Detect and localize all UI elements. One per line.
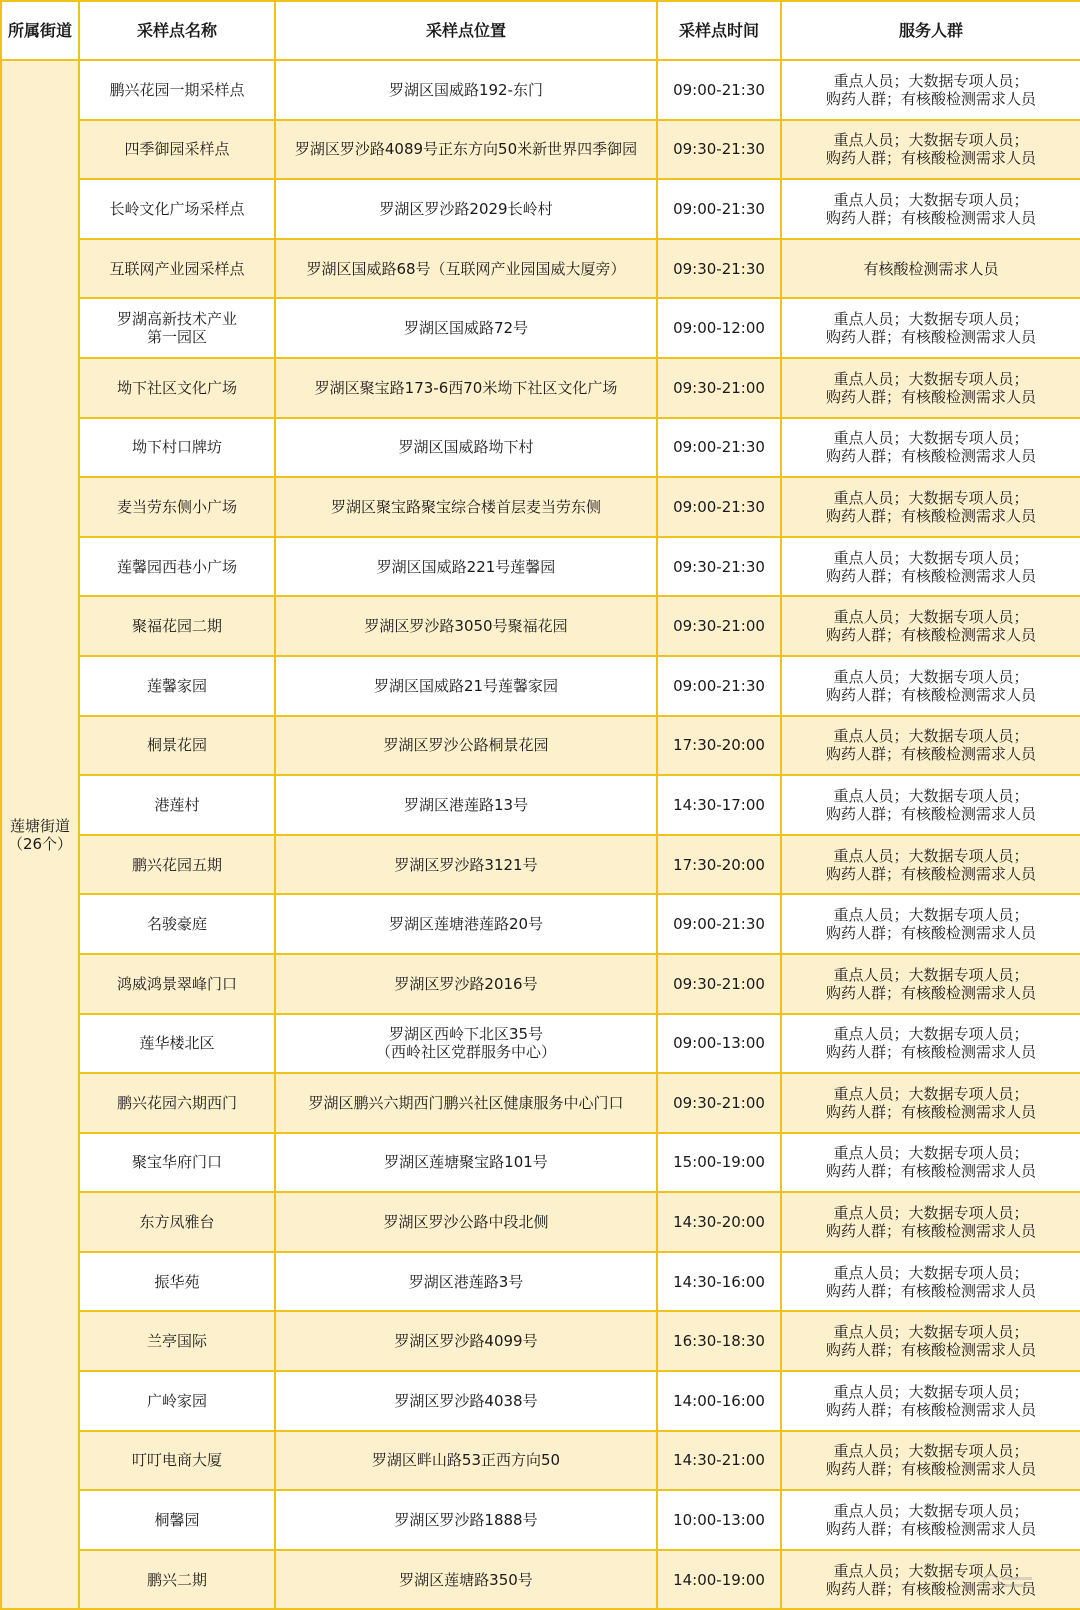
site-location-cell <box>275 537 657 597</box>
cell-line: 罗湖区国威路21号莲馨家园 <box>278 677 654 695</box>
site-time-cell: 09:30-21:00 <box>657 358 781 418</box>
cell-line: 互联网产业园采样点 <box>82 260 272 278</box>
cell-line: 罗湖区罗沙路2029长岭村 <box>278 200 654 218</box>
site-location-cell <box>275 60 657 120</box>
service-crowd-cell <box>781 1371 1080 1431</box>
cell-line: 叮叮电商大厦 <box>82 1451 272 1469</box>
site-time-cell: 14:00-19:00 <box>657 1550 781 1610</box>
site-time-cell: 10:00-13:00 <box>657 1490 781 1550</box>
table-row <box>1 775 1080 835</box>
header-service-crowd: 服务人群 <box>781 1 1080 60</box>
cell-line: 鹏兴花园一期采样点 <box>82 81 272 99</box>
table-row <box>1 716 1080 776</box>
cell-line: 重点人员；大数据专项人员； <box>784 310 1078 328</box>
site-location-cell <box>275 1073 657 1133</box>
table-row <box>1 835 1080 895</box>
site-name-cell <box>79 835 275 895</box>
service-crowd-cell <box>781 954 1080 1014</box>
street-count: （26个） <box>4 835 76 853</box>
table-row <box>1 1192 1080 1252</box>
site-location-cell <box>275 179 657 239</box>
cell-line: 重点人员；大数据专项人员； <box>784 370 1078 388</box>
table-row <box>1 298 1080 358</box>
site-location-cell <box>275 477 657 537</box>
cell-line: 重点人员；大数据专项人员； <box>784 1144 1078 1162</box>
header-site-location: 采样点位置 <box>275 1 657 60</box>
table-row <box>1 1252 1080 1312</box>
site-location-cell <box>275 1192 657 1252</box>
cell-line: 罗湖区鹏兴六期西门鹏兴社区健康服务中心门口 <box>278 1094 654 1112</box>
cell-line: 莲馨园西巷小广场 <box>82 558 272 576</box>
cell-line: 罗湖区莲塘聚宝路101号 <box>278 1153 654 1171</box>
service-crowd-cell <box>781 894 1080 954</box>
cell-line: 购药人群；有核酸检测需求人员 <box>784 1103 1078 1121</box>
cell-line: 购药人群；有核酸检测需求人员 <box>784 1401 1078 1419</box>
street-name: 莲塘街道 <box>4 817 76 835</box>
site-name-cell <box>79 1014 275 1074</box>
cell-line: 重点人员；大数据专项人员； <box>784 131 1078 149</box>
cell-line: （西岭社区党群服务中心） <box>278 1043 654 1061</box>
service-crowd-cell <box>781 60 1080 120</box>
cell-line: 重点人员；大数据专项人员； <box>784 1204 1078 1222</box>
table-row <box>1 1014 1080 1074</box>
cell-line: 重点人员；大数据专项人员； <box>784 72 1078 90</box>
site-location-cell <box>275 656 657 716</box>
cell-line: 莲馨家园 <box>82 677 272 695</box>
service-crowd-cell <box>781 1014 1080 1074</box>
cell-line: 广岭家园 <box>82 1392 272 1410</box>
site-location-cell <box>275 1133 657 1193</box>
header-row <box>1 1 1080 60</box>
cell-line: 罗湖区国威路坳下村 <box>278 438 654 456</box>
cell-line: 桐馨园 <box>82 1511 272 1529</box>
table-row <box>1 1371 1080 1431</box>
table-row <box>1 418 1080 478</box>
service-crowd-cell <box>781 1490 1080 1550</box>
site-location-cell <box>275 1371 657 1431</box>
service-crowd-cell <box>781 596 1080 656</box>
service-crowd-cell <box>781 1073 1080 1133</box>
service-crowd-cell <box>781 179 1080 239</box>
cell-line: 重点人员；大数据专项人员； <box>784 1442 1078 1460</box>
cell-line: 重点人员；大数据专项人员； <box>784 489 1078 507</box>
cell-line: 港莲村 <box>82 796 272 814</box>
cell-line: 重点人员；大数据专项人员； <box>784 847 1078 865</box>
service-crowd-cell <box>781 1133 1080 1193</box>
cell-line: 坳下村口牌坊 <box>82 438 272 456</box>
cell-line: 购药人群；有核酸检测需求人员 <box>784 1162 1078 1180</box>
header-site-time: 采样点时间 <box>657 1 781 60</box>
site-location-cell <box>275 239 657 299</box>
cell-line: 重点人员；大数据专项人员； <box>784 549 1078 567</box>
cell-line: 购药人群；有核酸检测需求人员 <box>784 745 1078 763</box>
cell-line: 罗湖区莲塘路350号 <box>278 1571 654 1589</box>
table-row <box>1 954 1080 1014</box>
site-time-cell: 09:30-21:00 <box>657 1073 781 1133</box>
cell-line: 购药人群；有核酸检测需求人员 <box>784 1222 1078 1240</box>
cell-line: 购药人群；有核酸检测需求人员 <box>784 805 1078 823</box>
site-location-cell <box>275 358 657 418</box>
site-name-cell <box>79 120 275 180</box>
cell-line: 鸿威鸿景翠峰门口 <box>82 975 272 993</box>
cell-line: 重点人员；大数据专项人员； <box>784 966 1078 984</box>
site-time-cell: 09:00-21:30 <box>657 418 781 478</box>
service-crowd-cell <box>781 120 1080 180</box>
cell-line: 购药人群；有核酸检测需求人员 <box>784 507 1078 525</box>
site-location-cell <box>275 894 657 954</box>
cell-line: 罗湖区国威路68号（互联网产业园国威大厦旁） <box>278 260 654 278</box>
site-location-cell <box>275 120 657 180</box>
site-name-cell <box>79 418 275 478</box>
site-time-cell: 09:00-21:30 <box>657 656 781 716</box>
site-location-cell <box>275 716 657 776</box>
service-crowd-cell <box>781 1252 1080 1312</box>
site-name-cell <box>79 477 275 537</box>
site-name-cell <box>79 716 275 776</box>
site-time-cell: 14:30-16:00 <box>657 1252 781 1312</box>
service-crowd-cell <box>781 1431 1080 1491</box>
header-site-name: 采样点名称 <box>79 1 275 60</box>
site-name-cell <box>79 1192 275 1252</box>
cell-line: 购药人群；有核酸检测需求人员 <box>784 924 1078 942</box>
cell-line: 购药人群；有核酸检测需求人员 <box>784 865 1078 883</box>
table-body <box>1 60 1080 1609</box>
table-row <box>1 1431 1080 1491</box>
cell-line: 购药人群；有核酸检测需求人员 <box>784 1520 1078 1538</box>
cell-line: 罗湖区罗沙公路中段北侧 <box>278 1213 654 1231</box>
cell-line: 重点人员；大数据专项人员； <box>784 429 1078 447</box>
cell-line: 罗湖区罗沙公路桐景花园 <box>278 736 654 754</box>
cell-line: 罗湖区港莲路13号 <box>278 796 654 814</box>
site-name-cell <box>79 1311 275 1371</box>
table-row <box>1 596 1080 656</box>
service-crowd-cell <box>781 477 1080 537</box>
site-name-cell <box>79 775 275 835</box>
table-row <box>1 60 1080 120</box>
site-time-cell: 17:30-20:00 <box>657 835 781 895</box>
cell-line: 罗湖区聚宝路聚宝综合楼首层麦当劳东侧 <box>278 498 654 516</box>
cell-line: 购药人群；有核酸检测需求人员 <box>784 1341 1078 1359</box>
service-crowd-cell <box>781 298 1080 358</box>
header-street: 所属街道 <box>1 1 79 60</box>
site-time-cell: 09:30-21:30 <box>657 239 781 299</box>
site-name-cell <box>79 537 275 597</box>
cell-line: 罗湖区罗沙路4038号 <box>278 1392 654 1410</box>
cell-line: 重点人员；大数据专项人员； <box>784 1264 1078 1282</box>
cell-line: 罗湖区国威路192-东门 <box>278 81 654 99</box>
service-crowd-cell <box>781 537 1080 597</box>
site-location-cell <box>275 298 657 358</box>
cell-line: 桐景花园 <box>82 736 272 754</box>
site-location-cell <box>275 418 657 478</box>
site-name-cell <box>79 656 275 716</box>
cell-line: 罗湖区畔山路53正西方向50 <box>278 1451 654 1469</box>
cell-line: 购药人群；有核酸检测需求人员 <box>784 209 1078 227</box>
site-time-cell: 09:00-21:30 <box>657 179 781 239</box>
service-crowd-cell <box>781 775 1080 835</box>
cell-line: 购药人群；有核酸检测需求人员 <box>784 1043 1078 1061</box>
cell-line: 罗湖区国威路72号 <box>278 319 654 337</box>
site-time-cell: 15:00-19:00 <box>657 1133 781 1193</box>
cell-line: 长岭文化广场采样点 <box>82 200 272 218</box>
site-location-cell <box>275 1431 657 1491</box>
cell-line: 罗湖区西岭下北区35号 <box>278 1025 654 1043</box>
site-name-cell <box>79 1431 275 1491</box>
cell-line: 鹏兴二期 <box>82 1571 272 1589</box>
cell-line: 重点人员；大数据专项人员； <box>784 191 1078 209</box>
cell-line: 罗湖区国威路221号莲馨园 <box>278 558 654 576</box>
cell-line: 重点人员；大数据专项人员； <box>784 787 1078 805</box>
cell-line: 购药人群；有核酸检测需求人员 <box>784 149 1078 167</box>
service-crowd-cell <box>781 418 1080 478</box>
table-row <box>1 239 1080 299</box>
cell-line: 购药人群；有核酸检测需求人员 <box>784 1460 1078 1478</box>
site-name-cell <box>79 1550 275 1610</box>
cell-line: 罗湖区罗沙路3050号聚福花园 <box>278 617 654 635</box>
cell-line: 购药人群；有核酸检测需求人员 <box>784 447 1078 465</box>
cell-line: 罗湖区罗沙路4089号正东方向50米新世界四季御园 <box>278 140 654 158</box>
site-name-cell <box>79 239 275 299</box>
cell-line: 鹏兴花园六期西门 <box>82 1094 272 1112</box>
table-row <box>1 1073 1080 1133</box>
cell-line: 麦当劳东侧小广场 <box>82 498 272 516</box>
site-time-cell: 14:30-21:00 <box>657 1431 781 1491</box>
table-row <box>1 358 1080 418</box>
site-location-cell <box>275 775 657 835</box>
cell-line: 莲华楼北区 <box>82 1034 272 1052</box>
site-time-cell: 09:30-21:00 <box>657 954 781 1014</box>
cell-line: 有核酸检测需求人员 <box>784 260 1078 278</box>
table-row <box>1 1490 1080 1550</box>
site-name-cell <box>79 298 275 358</box>
site-location-cell <box>275 835 657 895</box>
site-name-cell <box>79 60 275 120</box>
table-row <box>1 477 1080 537</box>
site-name-cell <box>79 1133 275 1193</box>
service-crowd-cell <box>781 1311 1080 1371</box>
watermark-logo-icon <box>982 1569 1038 1595</box>
site-time-cell: 17:30-20:00 <box>657 716 781 776</box>
service-crowd-cell <box>781 358 1080 418</box>
cell-line: 购药人群；有核酸检测需求人员 <box>784 328 1078 346</box>
site-name-cell <box>79 954 275 1014</box>
site-time-cell: 09:00-21:30 <box>657 477 781 537</box>
site-name-cell <box>79 1073 275 1133</box>
cell-line: 聚宝华府门口 <box>82 1153 272 1171</box>
street-cell <box>1 60 79 1609</box>
cell-line: 重点人员；大数据专项人员； <box>784 1502 1078 1520</box>
cell-line: 重点人员；大数据专项人员； <box>784 668 1078 686</box>
service-crowd-cell <box>781 656 1080 716</box>
table-row <box>1 537 1080 597</box>
site-time-cell: 09:30-21:30 <box>657 537 781 597</box>
service-crowd-cell <box>781 1192 1080 1252</box>
cell-line: 购药人群；有核酸检测需求人员 <box>784 626 1078 644</box>
site-name-cell <box>79 179 275 239</box>
cell-line: 鹏兴花园五期 <box>82 856 272 874</box>
site-location-cell <box>275 1311 657 1371</box>
cell-line: 罗湖区聚宝路173-6西70米坳下社区文化广场 <box>278 379 654 397</box>
table-row <box>1 1550 1080 1610</box>
site-location-cell <box>275 1014 657 1074</box>
cell-line: 罗湖区罗沙路1888号 <box>278 1511 654 1529</box>
site-name-cell <box>79 596 275 656</box>
cell-line: 重点人员；大数据专项人员； <box>784 608 1078 626</box>
cell-line: 罗湖区莲塘港莲路20号 <box>278 915 654 933</box>
site-time-cell: 14:30-20:00 <box>657 1192 781 1252</box>
cell-line: 四季御园采样点 <box>82 140 272 158</box>
site-time-cell: 09:00-21:30 <box>657 60 781 120</box>
cell-line: 重点人员；大数据专项人员； <box>784 906 1078 924</box>
cell-line: 购药人群；有核酸检测需求人员 <box>784 90 1078 108</box>
cell-line: 第一园区 <box>82 328 272 346</box>
cell-line: 重点人员；大数据专项人员； <box>784 1323 1078 1341</box>
site-time-cell: 09:00-21:30 <box>657 894 781 954</box>
site-time-cell: 16:30-18:30 <box>657 1311 781 1371</box>
table-row <box>1 656 1080 716</box>
cell-line: 振华苑 <box>82 1273 272 1291</box>
site-location-cell <box>275 1550 657 1610</box>
site-name-cell <box>79 1252 275 1312</box>
cell-line: 罗湖区港莲路3号 <box>278 1273 654 1291</box>
site-name-cell <box>79 1490 275 1550</box>
site-time-cell: 09:00-13:00 <box>657 1014 781 1074</box>
site-time-cell: 09:00-12:00 <box>657 298 781 358</box>
cell-line: 罗湖区罗沙路4099号 <box>278 1332 654 1350</box>
cell-line: 坳下社区文化广场 <box>82 379 272 397</box>
cell-line: 购药人群；有核酸检测需求人员 <box>784 388 1078 406</box>
cell-line: 兰亭国际 <box>82 1332 272 1350</box>
site-name-cell <box>79 1371 275 1431</box>
cell-line: 购药人群；有核酸检测需求人员 <box>784 567 1078 585</box>
cell-line: 购药人群；有核酸检测需求人员 <box>784 1580 1078 1598</box>
service-crowd-cell <box>781 239 1080 299</box>
cell-line: 东方凤雅台 <box>82 1213 272 1231</box>
cell-line: 购药人群；有核酸检测需求人员 <box>784 686 1078 704</box>
site-time-cell: 14:00-16:00 <box>657 1371 781 1431</box>
table-row <box>1 894 1080 954</box>
site-location-cell <box>275 1490 657 1550</box>
site-location-cell <box>275 596 657 656</box>
site-time-cell: 09:30-21:00 <box>657 596 781 656</box>
cell-line: 名骏豪庭 <box>82 915 272 933</box>
table-row <box>1 1133 1080 1193</box>
site-location-cell <box>275 954 657 1014</box>
site-time-cell: 09:30-21:30 <box>657 120 781 180</box>
site-location-cell <box>275 1252 657 1312</box>
site-name-cell <box>79 358 275 418</box>
cell-line: 重点人员；大数据专项人员； <box>784 1025 1078 1043</box>
site-name-cell <box>79 894 275 954</box>
site-time-cell: 14:30-17:00 <box>657 775 781 835</box>
cell-line: 聚福花园二期 <box>82 617 272 635</box>
cell-line: 重点人员；大数据专项人员； <box>784 727 1078 745</box>
cell-line: 购药人群；有核酸检测需求人员 <box>784 984 1078 1002</box>
cell-line: 购药人群；有核酸检测需求人员 <box>784 1282 1078 1300</box>
service-crowd-cell <box>781 835 1080 895</box>
table-row <box>1 1311 1080 1371</box>
service-crowd-cell <box>781 716 1080 776</box>
cell-line: 重点人员；大数据专项人员； <box>784 1383 1078 1401</box>
cell-line: 罗湖高新技术产业 <box>82 310 272 328</box>
cell-line: 重点人员；大数据专项人员； <box>784 1085 1078 1103</box>
cell-line: 罗湖区罗沙路2016号 <box>278 975 654 993</box>
table-row <box>1 120 1080 180</box>
cell-line: 重点人员；大数据专项人员； <box>784 1562 1078 1580</box>
table-row <box>1 179 1080 239</box>
cell-line: 罗湖区罗沙路3121号 <box>278 856 654 874</box>
